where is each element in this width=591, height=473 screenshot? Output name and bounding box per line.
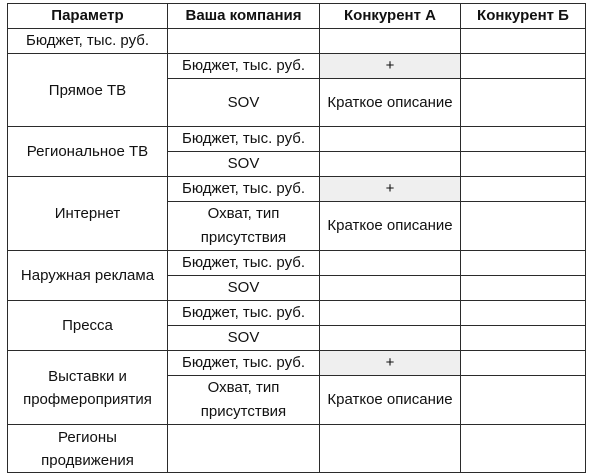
events-plus: + (320, 351, 461, 376)
regional-tv-sov: SOV (168, 152, 320, 177)
table-row (8, 177, 586, 202)
cell (320, 152, 461, 177)
comparison-table (7, 3, 586, 473)
cell (461, 351, 586, 376)
cell (461, 301, 586, 326)
direct-tv-budget: Бюджет, тыс. руб. (168, 54, 320, 79)
cell (461, 79, 586, 127)
regional-tv-label: Региональное ТВ (8, 127, 168, 177)
direct-tv-sov: SOV (168, 79, 320, 127)
events-reach: Охват, тип присутствия (168, 376, 320, 425)
cell (461, 376, 586, 425)
cell (461, 54, 586, 79)
table-row (8, 301, 586, 326)
internet-plus: + (320, 177, 461, 202)
cell (461, 326, 586, 351)
budget-top-label: Бюджет, тыс. руб. (8, 29, 168, 54)
internet-desc: Краткое описание (320, 202, 461, 251)
press-label: Пресса (8, 301, 168, 351)
press-sov: SOV (168, 326, 320, 351)
outdoor-sov: SOV (168, 276, 320, 301)
header-row (8, 4, 586, 29)
header-param: Параметр (8, 4, 168, 29)
regions-label: Регионы продвижения (8, 425, 168, 473)
internet-reach: Охват, тип присутствия (168, 202, 320, 251)
cell (461, 152, 586, 177)
cell (320, 251, 461, 276)
table-row (8, 351, 586, 376)
cell (320, 127, 461, 152)
cell (461, 276, 586, 301)
regional-tv-budget: Бюджет, тыс. руб. (168, 127, 320, 152)
cell (461, 127, 586, 152)
table-row (8, 127, 586, 152)
direct-tv-plus: + (320, 54, 461, 79)
events-desc: Краткое описание (320, 376, 461, 425)
header-competitor-b: Конкурент Б (461, 4, 586, 29)
cell (461, 177, 586, 202)
cell (320, 425, 461, 473)
cell (320, 326, 461, 351)
cell (461, 251, 586, 276)
cell (320, 29, 461, 54)
direct-tv-desc: Краткое описание (320, 79, 461, 127)
table-row (8, 29, 586, 54)
table-row (8, 54, 586, 79)
events-label: Выставки и профмероприятия (8, 351, 168, 425)
cell (320, 276, 461, 301)
table-row (8, 251, 586, 276)
table-row (8, 425, 586, 473)
header-company: Ваша компания (168, 4, 320, 29)
internet-budget: Бюджет, тыс. руб. (168, 177, 320, 202)
cell (461, 425, 586, 473)
cell (168, 29, 320, 54)
outdoor-label: Наружная реклама (8, 251, 168, 301)
cell (320, 301, 461, 326)
events-budget: Бюджет, тыс. руб. (168, 351, 320, 376)
cell (168, 425, 320, 473)
cell (461, 29, 586, 54)
header-competitor-a: Конкурент А (320, 4, 461, 29)
internet-label: Интернет (8, 177, 168, 251)
direct-tv-label: Прямое ТВ (8, 54, 168, 127)
cell (461, 202, 586, 251)
outdoor-budget: Бюджет, тыс. руб. (168, 251, 320, 276)
press-budget: Бюджет, тыс. руб. (168, 301, 320, 326)
